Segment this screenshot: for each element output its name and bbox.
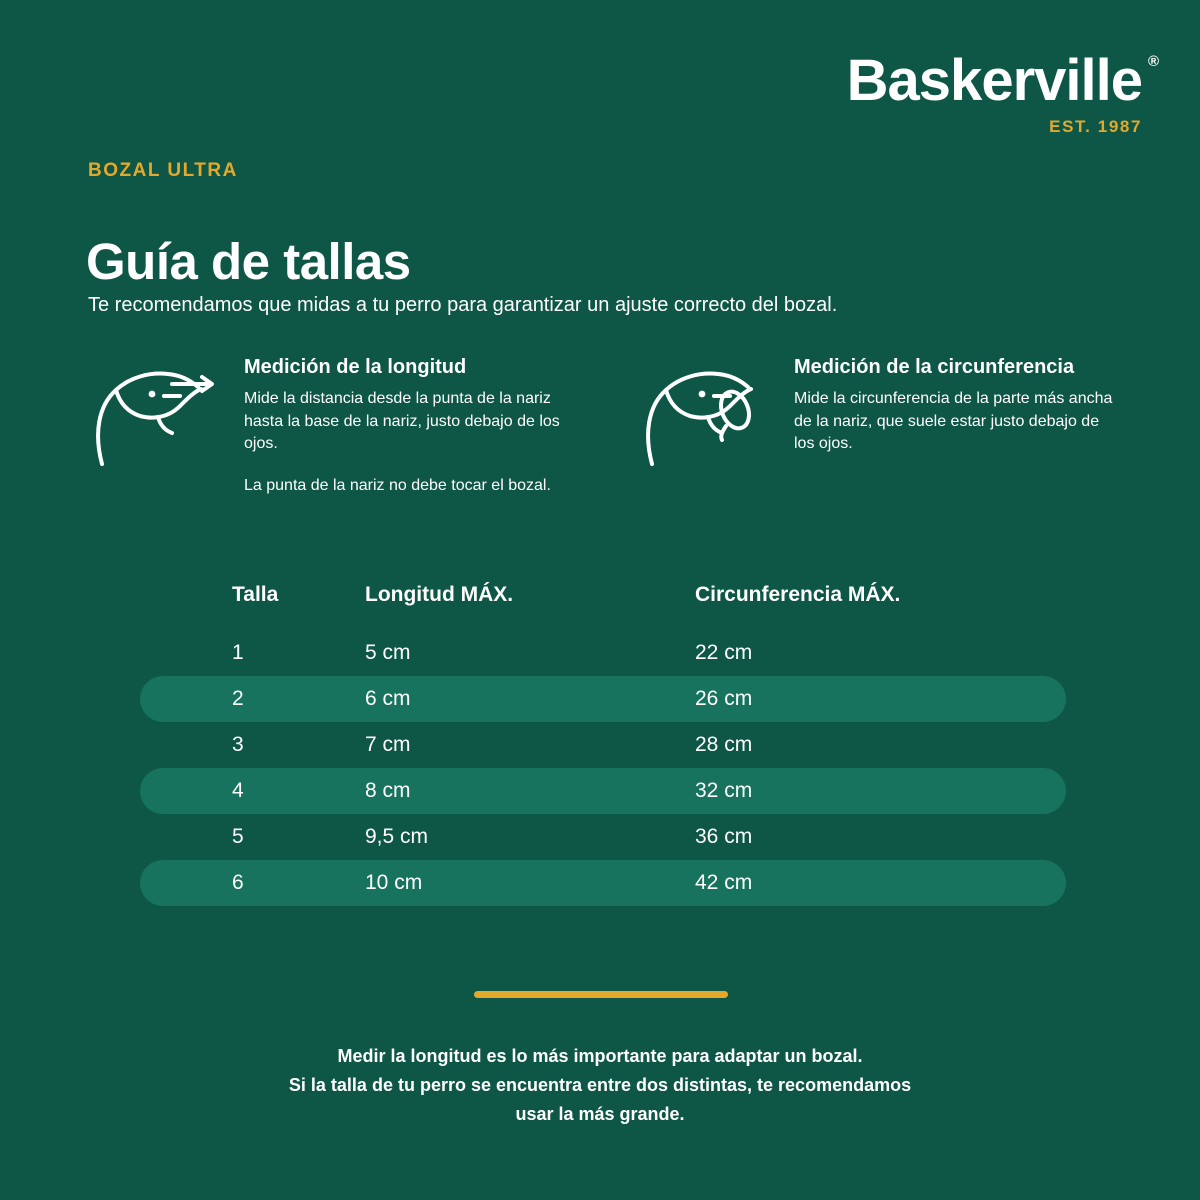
footer-note	[0, 1042, 1200, 1129]
column-header-size: Talla	[232, 583, 279, 606]
table-row	[140, 768, 1066, 814]
instruction-length	[88, 356, 566, 498]
table-row	[140, 722, 1066, 768]
cell-length: 9,5 cm	[365, 825, 429, 848]
section-divider	[474, 991, 728, 998]
instruction-length-title: Medición de la longitud	[244, 356, 467, 378]
size-table	[140, 572, 1066, 906]
instruction-length-body	[244, 356, 566, 498]
table-row	[140, 860, 1066, 906]
cell-size: 2	[232, 687, 244, 710]
brand-established: EST. 1987	[1049, 117, 1142, 136]
cell-circumference: 28 cm	[695, 733, 753, 756]
page-subtitle: Te recomendamos que midas a tu perro para garantizar un ajuste correcto del bozal.	[88, 294, 838, 316]
table-row	[140, 814, 1066, 860]
cell-size: 5	[232, 825, 244, 848]
cell-size: 1	[232, 641, 244, 664]
brand-logo	[846, 48, 1158, 136]
column-header-circumference: Circunferencia MÁX.	[695, 583, 901, 606]
brand-name-text: Baskerville	[846, 48, 1142, 113]
instruction-circumference-body	[794, 356, 1116, 498]
instruction-circumference-text-1: Mide la circunferencia de la parte más ancha de la nariz, que suele estar justo debajo de los ojos.	[794, 390, 1113, 453]
instruction-length-text-2: La punta de la nariz no debe tocar el bozal.	[244, 477, 551, 495]
column-header-length: Longitud MÁX.	[365, 583, 514, 606]
instruction-circumference-title: Medición de la circunferencia	[794, 356, 1075, 378]
table-row	[140, 676, 1066, 722]
brand-name	[846, 48, 1158, 113]
cell-size: 6	[232, 871, 244, 894]
dog-head-circumference-icon	[638, 356, 778, 498]
cell-circumference: 42 cm	[695, 871, 753, 894]
cell-length: 7 cm	[365, 733, 411, 756]
footer-line-2: Si la talla de tu perro se encuentra entre dos distintas, te recomendamos	[288, 1075, 912, 1096]
registered-trademark-icon: ®	[1147, 53, 1158, 70]
dog-head-length-icon	[88, 356, 228, 498]
cell-circumference: 22 cm	[695, 641, 753, 664]
cell-circumference: 32 cm	[695, 779, 753, 802]
cell-circumference: 36 cm	[695, 825, 753, 848]
measurement-instructions	[88, 356, 1118, 498]
cell-length: 5 cm	[365, 641, 411, 664]
instruction-length-text-1: Mide la distancia desde la punta de la nariz hasta la base de la nariz, justo debajo de los ojos.	[244, 390, 560, 453]
table-row	[140, 630, 1066, 676]
footer-line-1: Medir la longitud es lo más importante para adaptar un bozal.	[337, 1046, 863, 1066]
cell-length: 10 cm	[365, 871, 423, 894]
footer-line-3: usar la más grande.	[515, 1104, 685, 1125]
table-header-row	[140, 572, 1066, 618]
instruction-circumference	[638, 356, 1116, 498]
cell-size: 3	[232, 733, 244, 756]
cell-size: 4	[232, 779, 244, 802]
cell-circumference: 26 cm	[695, 687, 753, 710]
product-eyebrow: BOZAL ULTRA	[88, 160, 238, 181]
cell-length: 6 cm	[365, 687, 411, 710]
cell-length: 8 cm	[365, 779, 411, 802]
page-title: Guía de tallas	[86, 233, 411, 291]
